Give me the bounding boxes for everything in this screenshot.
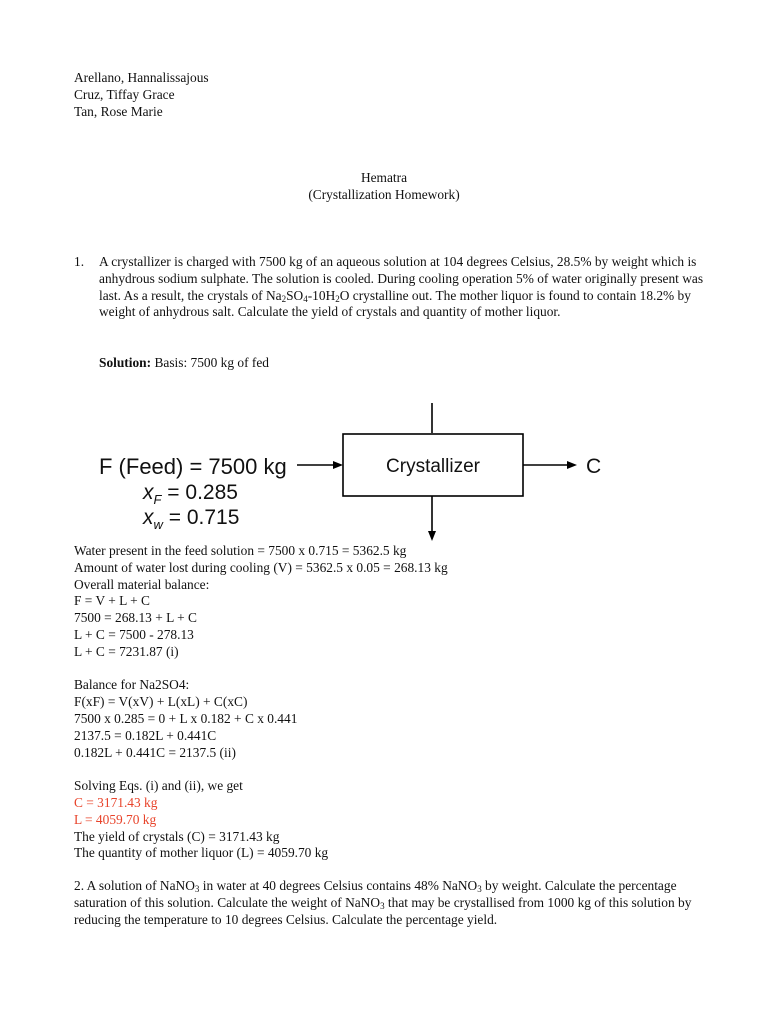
calc-line: Solving Eqs. (i) and (ii), we get [74, 778, 243, 794]
output-label: C [586, 455, 602, 478]
subscript: 4 [303, 293, 308, 304]
feed-label: F (Feed) = 7500 kg [99, 454, 287, 479]
subscript: 3 [380, 900, 385, 911]
calc-line: F(xF) = V(xV) + L(xL) + C(xC) [74, 694, 248, 710]
calc-line: L + C = 7500 - 278.13 [74, 626, 194, 642]
result-l-value: L = 4059.70 kg [74, 811, 157, 827]
bottom-arrow-head [428, 531, 436, 541]
subscript: 2 [335, 293, 340, 304]
problem-1 [74, 254, 714, 321]
output-arrow-head [567, 461, 577, 469]
problem-1-text [99, 254, 714, 321]
author-name: Arellano, Hannalissajous [74, 70, 209, 85]
quantity-line: The quantity of mother liquor (L) = 4059.70 kg [74, 845, 329, 861]
problem-text: -10H [307, 287, 336, 303]
calc-line: 7500 x 0.285 = 0 + L x 0.182 + C x 0.441 [74, 710, 298, 726]
solution-label: Solution: [99, 355, 152, 370]
crystallizer-diagram [97, 403, 607, 541]
problem-text: A crystallizer is charged with 7500 kg of an aqueous solution at 104 degrees Celsius, 28.5% by weight which is anhydrous sodium sulphate. The solution is cooled. During cooling operation 5% of water originally present was last. As a result, the crystals of Na [99, 254, 704, 303]
calc-line [74, 661, 714, 678]
problem-text: by weight. Calculate the percentage saturation of this solution. Calculate the weight of NaNO [74, 878, 677, 910]
solution-basis [99, 355, 269, 372]
calc-line: F = V + L + C [74, 593, 150, 609]
author-list [74, 70, 209, 121]
title-line-2: (Crystallization Homework) [308, 187, 460, 202]
calc-line: L + C = 7231.87 (i) [74, 643, 179, 659]
author-name: Tan, Rose Marie [74, 104, 163, 119]
author-name: Cruz, Tiffay Grace [74, 87, 175, 102]
calc-line: Water present in the feed solution = 7500 x 0.715 = 5362.5 kg [74, 543, 407, 558]
problem-text: that may be crystallised from 1000 kg of this solution by reducing the temperature to 10 degrees Celsius. Calculate the percentage yield. [74, 894, 692, 927]
xf-label: $x_F = 0.285$ [143, 481, 238, 507]
document-title [0, 170, 768, 204]
calc-line: Amount of water lost during cooling (V) = 5362.5 x 0.05 = 268.13 kg [74, 559, 448, 575]
problem-text: SO [286, 287, 304, 303]
problem-number: 1. [74, 254, 85, 269]
problem-text: 2. A solution of NaNO [74, 878, 195, 893]
calc-line: 7500 = 268.13 + L + C [74, 610, 197, 626]
result-c-value: C = 3171.43 kg [74, 794, 158, 810]
crystallizer-label: Crystallizer [386, 456, 480, 477]
problem-text: O crystalline out. The mother liquor is found to contain 18.2% by weight of anhydrous salt. Calculate the yield of crystals and quantity of mother liquor. [99, 287, 691, 320]
calc-line [74, 761, 714, 778]
problem-text: in water at 40 degrees Celsius contains 48% NaNO [199, 878, 478, 893]
subscript: 3 [194, 884, 200, 894]
yield-line: The yield of crystals (C) = 3171.43 kg [74, 828, 280, 844]
subscript: 3 [477, 884, 482, 894]
feed-arrow-head [333, 461, 343, 469]
diagram-svg [97, 403, 607, 541]
calc-line: 0.182L + 0.441C = 2137.5 (ii) [74, 744, 236, 760]
calc-line: Overall material balance: [74, 576, 210, 592]
problem-2 [74, 878, 694, 928]
calculation-block [74, 543, 714, 862]
calc-line: 2137.5 = 0.182L + 0.441C [74, 727, 217, 743]
calc-line: Balance for Na2SO4: [74, 677, 190, 693]
subscript: 2 [281, 293, 287, 304]
title-line-1: Hematra [360, 170, 408, 185]
basis-text: Basis: 7500 kg of fed [151, 355, 269, 370]
xw-label: $x_w = 0.715$ [143, 506, 240, 532]
